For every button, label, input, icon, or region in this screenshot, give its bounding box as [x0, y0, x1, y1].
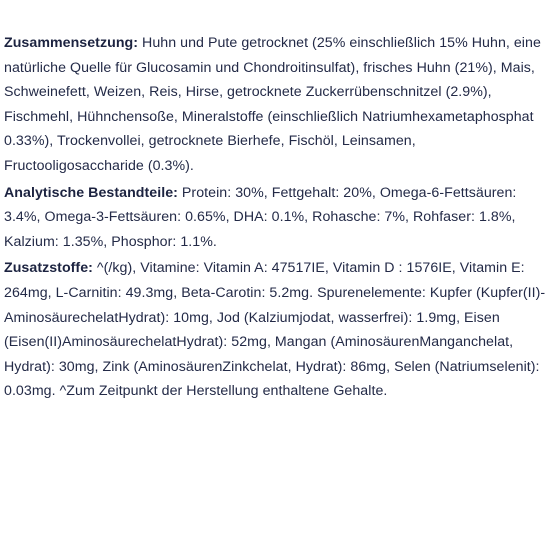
additives-section	[4, 256, 546, 404]
additives-heading: Zusatzstoffe:	[4, 260, 93, 277]
additives-text: ^(/kg), Vitamine: Vitamin A: 47517IE, Vitamin D : 1576IE, Vitamin E: 264mg, L-Carnitin: 49.3mg, Beta-Carotin: 5.2mg. Spurenelemente: Kupfer (Kupfer(II)-AminosäurechelatHydrat): 10mg, Jod (Kalziumjodat, wasserfrei): 1.9mg, Eisen (Eisen(II)AminosäurechelatHydrat): 52mg, Mangan (AminosäurenManganchelat, Hydrat): 30mg, Zink (AminosäurenZinkchelat, Hydrat): 86mg, Selen (Natriumselenit): 0.03mg. ^Zum Zeitpunkt der Herstellung enthaltene Gehalte.	[4, 260, 546, 400]
composition-heading: Zusammensetzung:	[4, 35, 139, 51]
composition-section	[4, 31, 546, 179]
analytical-constituents-section	[4, 181, 546, 255]
analytical-constituents-text: Protein: 30%, Fettgehalt: 20%, Omega-6-Fettsäuren: 3.4%, Omega-3-Fettsäuren: 0.65%, DHA: 0.1%, Rohasche: 7%, Rohfaser: 1.8%, Kalzium: 1.35%, Phosphor: 1.1%.	[4, 184, 517, 250]
composition-text: Huhn und Pute getrocknet (25% einschließlich 15% Huhn, eine natürliche Quelle für Glucosamin und Chondroitinsulfat), frisches Huhn (21%), Mais, Schweinefett, Weizen, Reis, Hirse, getrocknete Zuckerrübenschnitzel (2.9%), Fischmehl, Hühnchensoße, Mineralstoffe (einschließlich Natriumhexametaphosphat 0.33%), Trockenvollei, getrocknete Bierhefe, Fischöl, Leinsamen, Fructooligosaccharide (0.3%).	[4, 35, 541, 174]
analytical-constituents-heading: Analytische Bestandteile:	[4, 184, 178, 201]
ingredients-document	[4, 31, 546, 406]
